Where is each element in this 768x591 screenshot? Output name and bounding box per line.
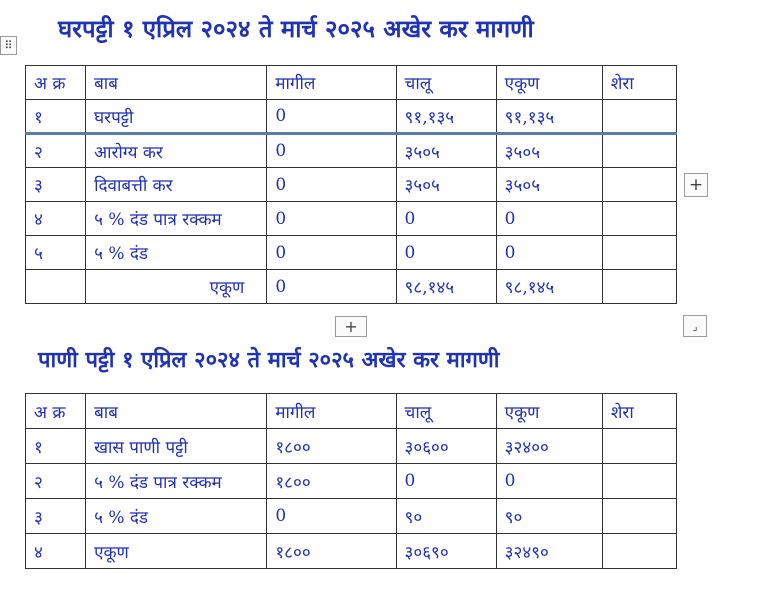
cell-current[interactable]: 0 <box>396 236 496 270</box>
cell-previous[interactable]: 0 <box>267 236 396 270</box>
cell-previous[interactable]: १८०० <box>267 429 396 464</box>
cell-item[interactable]: घरपट्टी <box>86 100 267 134</box>
cell-item[interactable]: आरोग्य कर <box>86 134 267 168</box>
table-row <box>26 429 677 464</box>
cell-item[interactable]: ५ % दंड <box>86 499 267 534</box>
cell-item[interactable]: ५ % दंड <box>86 236 267 270</box>
table-row <box>26 534 677 569</box>
table-total-row <box>26 270 677 304</box>
total-label[interactable]: एकूण <box>86 270 267 304</box>
cell-item[interactable]: ५ % दंड पात्र रक्कम <box>86 464 267 499</box>
cell-remark[interactable] <box>602 429 676 464</box>
table-row <box>26 100 677 134</box>
cell-current[interactable]: ९० <box>396 499 496 534</box>
cell-remark[interactable] <box>602 236 676 270</box>
table-row <box>26 202 677 236</box>
total-previous[interactable]: 0 <box>267 270 396 304</box>
add-row-button[interactable]: + <box>335 316 367 337</box>
cell-serial[interactable]: १ <box>26 100 86 134</box>
cell-total[interactable]: ९१,१३५ <box>496 100 602 134</box>
table-header-row <box>26 66 677 100</box>
table-drag-handle-icon[interactable]: ⠿ <box>0 36 17 55</box>
header-serial[interactable]: अ क्र <box>26 394 86 429</box>
cell-previous[interactable]: 0 <box>267 202 396 236</box>
cell-item[interactable]: ५ % दंड पात्र रक्कम <box>86 202 267 236</box>
cell-total[interactable]: ९० <box>496 499 602 534</box>
table-row <box>26 499 677 534</box>
add-column-button[interactable]: + <box>684 173 708 197</box>
cell-remark[interactable] <box>602 534 676 569</box>
table-row <box>26 134 677 168</box>
cell-remark[interactable] <box>602 464 676 499</box>
header-item[interactable]: बाब <box>86 66 267 100</box>
table-resize-icon[interactable]: ⌟ <box>683 315 707 337</box>
cell-total[interactable]: ३२४०० <box>496 429 602 464</box>
cell-remark[interactable] <box>602 168 676 202</box>
cell-current[interactable]: 0 <box>396 202 496 236</box>
header-remark[interactable]: शेरा <box>602 66 676 100</box>
cell-previous[interactable]: 0 <box>267 168 396 202</box>
cell-current[interactable]: ३०६०० <box>396 429 496 464</box>
total-sum[interactable]: ९८,१४५ <box>496 270 602 304</box>
header-current[interactable]: चालू <box>396 66 496 100</box>
cell-remark[interactable] <box>602 202 676 236</box>
header-item[interactable]: बाब <box>86 394 267 429</box>
header-serial[interactable]: अ क्र <box>26 66 86 100</box>
cell-serial[interactable] <box>26 270 86 304</box>
cell-previous[interactable]: 0 <box>267 100 396 134</box>
cell-previous[interactable]: 0 <box>267 134 396 168</box>
cell-serial[interactable]: १ <box>26 429 86 464</box>
table-header-row <box>26 394 677 429</box>
cell-remark[interactable] <box>602 100 676 134</box>
header-remark[interactable]: शेरा <box>602 394 676 429</box>
cell-serial[interactable]: २ <box>26 134 86 168</box>
cell-total[interactable]: 0 <box>496 464 602 499</box>
cell-total[interactable]: 0 <box>496 202 602 236</box>
cell-serial[interactable]: ४ <box>26 534 86 569</box>
table-row <box>26 464 677 499</box>
table-row <box>26 236 677 270</box>
cell-serial[interactable]: ५ <box>26 236 86 270</box>
cell-serial[interactable]: ३ <box>26 499 86 534</box>
water-tax-table <box>25 393 677 569</box>
cell-total[interactable]: ३५०५ <box>496 134 602 168</box>
cell-item[interactable]: दिवाबत्ती कर <box>86 168 267 202</box>
header-current[interactable]: चालू <box>396 394 496 429</box>
cell-current[interactable]: ३५०५ <box>396 134 496 168</box>
table-row <box>26 168 677 202</box>
property-tax-title: घरपट्टी १ एप्रिल २०२४ ते मार्च २०२५ अखेर कर मागणी <box>58 15 534 43</box>
cell-previous[interactable]: 0 <box>267 499 396 534</box>
cell-current[interactable]: 0 <box>396 464 496 499</box>
cell-item[interactable]: खास पाणी पट्टी <box>86 429 267 464</box>
cell-total[interactable]: ३२४९० <box>496 534 602 569</box>
cell-serial[interactable]: २ <box>26 464 86 499</box>
cell-item[interactable]: एकूण <box>86 534 267 569</box>
property-tax-table <box>25 65 677 304</box>
water-tax-title: पाणी पट्टी १ एप्रिल २०२४ ते मार्च २०२५ अखेर कर मागणी <box>38 348 500 373</box>
cell-serial[interactable]: ४ <box>26 202 86 236</box>
cell-serial[interactable]: ३ <box>26 168 86 202</box>
cell-total[interactable]: ३५०५ <box>496 168 602 202</box>
header-previous[interactable]: मागील <box>267 394 396 429</box>
total-current[interactable]: ९८,१४५ <box>396 270 496 304</box>
cell-current[interactable]: ३०६९० <box>396 534 496 569</box>
cell-remark[interactable] <box>602 134 676 168</box>
header-previous[interactable]: मागील <box>267 66 396 100</box>
cell-remark[interactable] <box>602 499 676 534</box>
header-total[interactable]: एकूण <box>496 394 602 429</box>
cell-previous[interactable]: १८०० <box>267 534 396 569</box>
cell-current[interactable]: ९१,१३५ <box>396 100 496 134</box>
header-total[interactable]: एकूण <box>496 66 602 100</box>
cell-current[interactable]: ३५०५ <box>396 168 496 202</box>
cell-previous[interactable]: १८०० <box>267 464 396 499</box>
total-remark[interactable] <box>602 270 676 304</box>
cell-total[interactable]: 0 <box>496 236 602 270</box>
